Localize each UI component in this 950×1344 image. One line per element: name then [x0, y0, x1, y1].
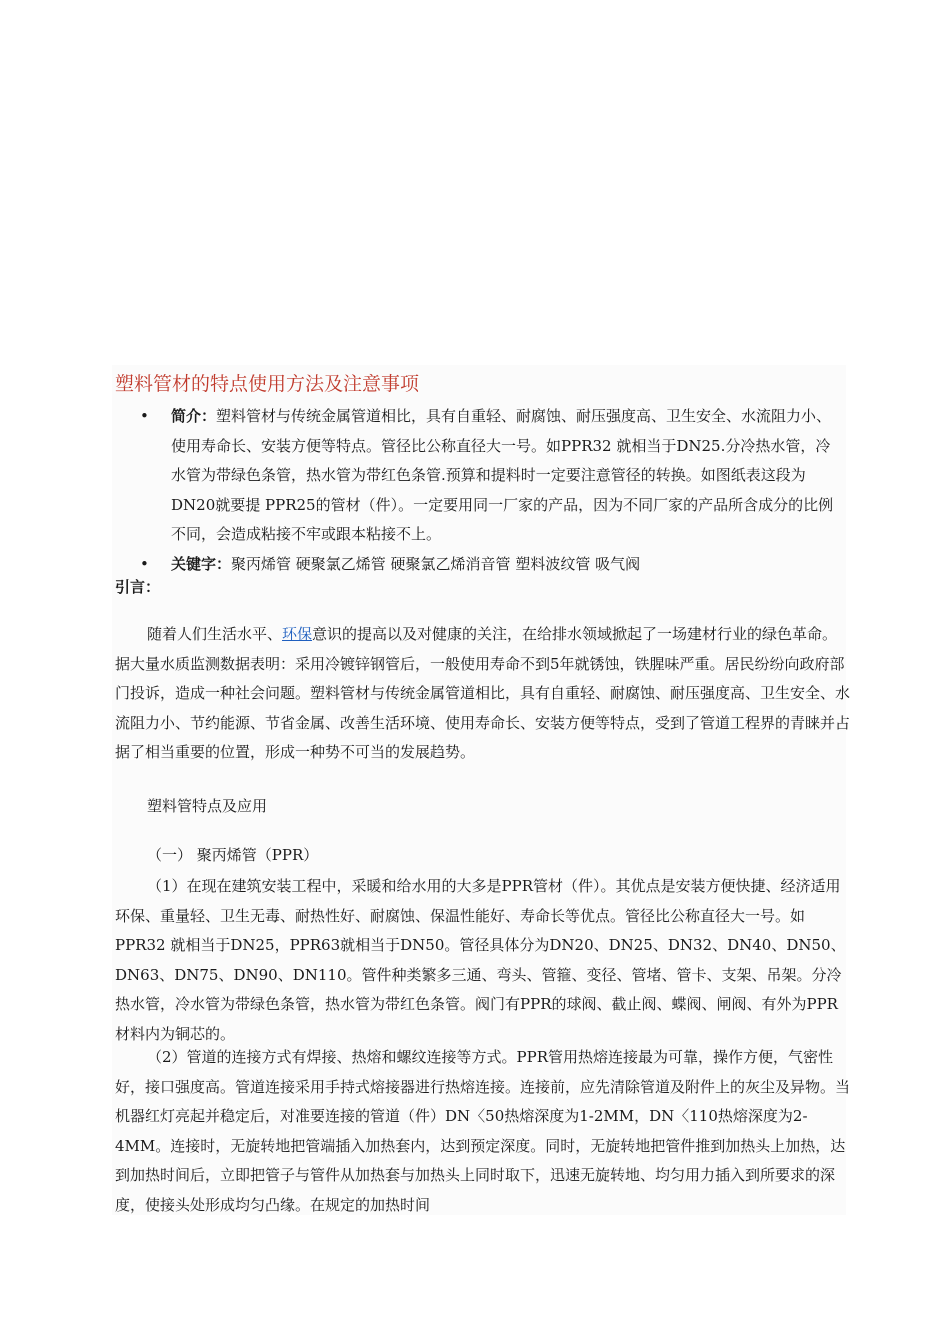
paragraph-ppr-features: （1）在现在建筑安装工程中，采暖和给水用的大多是PPR管材（件）。其优点是安装方便快捷、经济适用环保、重量轻、卫生无毒、耐热性好、耐腐蚀、保温性能好、寿命长等优点。管径比公称直径大一号。如PPR32 就相当于DN25，PPR63就相当于DN50。管径具体分为DN20、DN25、DN32、DN40、DN50、DN63、DN75、DN90、DN110。管件种类繁多三通、弯头、管箍、变径、管堵、管卡、支架、吊架。分冷热水管，冷水管为带绿色条管，热水管为带红色条管。阀门有PPR的球阀、截止阀、蝶阀、闸阀、有外为PPR材料内为铜芯的。 — [115, 877, 846, 1043]
summary-label: 简介： — [171, 407, 217, 425]
keywords-text: 聚丙烯管 硬聚氯乙烯管 硬聚氯乙烯消音管 塑料波纹管 吸气阀 — [231, 554, 641, 573]
bullet-icon: • — [140, 407, 149, 425]
environment-link[interactable]: 环保 — [282, 625, 313, 643]
intro-paragraph — [115, 620, 850, 768]
page-title: 塑料管材的特点使用方法及注意事项 — [115, 373, 420, 395]
keywords-label: 关键字： — [171, 554, 232, 573]
paragraph-ppr-connection: （2）管道的连接方式有焊接、热熔和螺纹连接等方式。PPR管用热熔连接最为可靠，操作方便，气密性好，接口强度高。管道连接采用手持式熔接器进行热熔连接。连接前，应先清除管道及附件上的灰尘及异物。当机器红灯亮起并稳定后，对准要连接的管道（件）DN〈50热熔深度为1-2MM，DN〈110热熔深度为2-4MM。连接时，无旋转地把管端插入加热套内，达到预定深度。同时，无旋转地把管件推到加热头上加热，达到加热时间后，立即把管子与管件从加热套与加热头上同时取下，迅速无旋转地、均匀用力插入到所要求的深度，使接头处形成均匀凸缘。在规定的加热时间 — [115, 1048, 851, 1214]
summary-item — [140, 402, 840, 550]
summary-text: 塑料管材与传统金属管道相比，具有自重轻、耐腐蚀、耐压强度高、卫生安全、水流阻力小、使用寿命长、安装方便等特点。管径比公称直径大一号。如PPR32 就相当于DN25.分冷热水管，冷水管为带绿色条管，热水管为带红色条管.预算和提料时一定要注意管径的转换。如图纸表这段为DN20就要提 PPR25的管材（件）。一定要用同一厂家的产品，因为不同厂家的产品所含成分的比例不同，会造成粘接不牢或跟本粘接不上。 — [171, 407, 834, 543]
section-title: 塑料管特点及应用 — [147, 797, 268, 815]
intro-text-after: 意识的提高以及对健康的关注，在给排水领域掀起了一场建材行业的绿色革命。据大量水质监测数据表明：采用冷镀锌钢管后，一般使用寿命不到5年就锈蚀，铁腥味严重。居民纷纷向政府部门投诉，造成一种社会问题。塑料管材与传统金属管道相比，具有自重轻、耐腐蚀、耐压强度高、卫生安全、水流阻力小、节约能源、节省金属、改善生活环境、使用寿命长、安装方便等特点，受到了管道工程界的青睐并占据了相当重要的位置，形成一种势不可当的发展趋势。 — [115, 625, 851, 761]
keywords-item — [140, 550, 840, 580]
intro-text-before: 随着人们生活水平、 — [147, 625, 283, 643]
intro-label: 引言： — [115, 578, 161, 596]
bullet-icon: • — [140, 554, 149, 573]
summary-list — [140, 402, 840, 579]
subsection-title: （一） 聚丙烯管（PPR） — [147, 846, 319, 864]
